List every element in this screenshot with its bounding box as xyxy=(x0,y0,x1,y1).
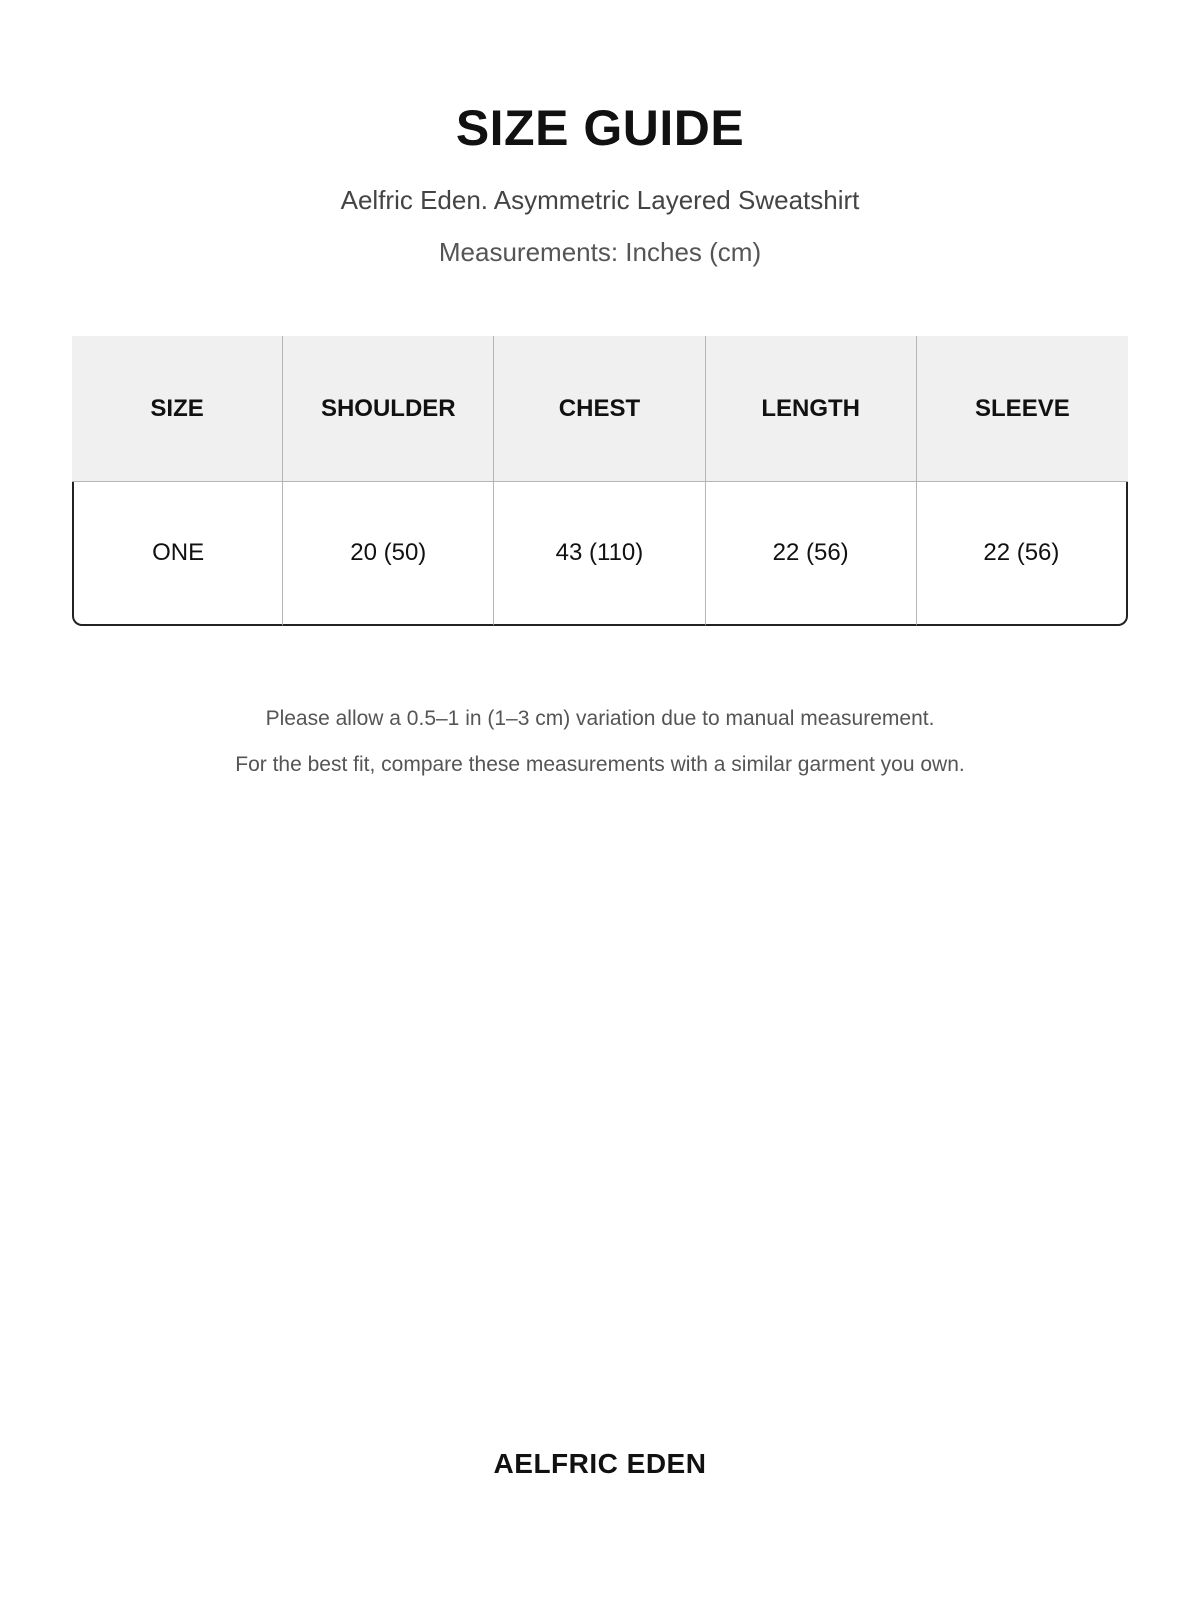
cell-size: ONE xyxy=(72,482,283,626)
brand-footer: AELFRIC EDEN xyxy=(493,1448,707,1479)
fit-note: For the best fit, compare these measurements with a similar garment you own. xyxy=(235,753,965,776)
size-table xyxy=(72,336,1128,626)
cell-chest: 43 (110) xyxy=(494,482,705,626)
page-title: SIZE GUIDE xyxy=(455,100,745,156)
column-header-length: LENGTH xyxy=(706,336,917,482)
column-header-size: SIZE xyxy=(72,336,283,482)
product-name: Aelfric Eden. Asymmetric Layered Sweatshirt xyxy=(340,185,860,215)
cell-length: 22 (56) xyxy=(706,482,917,626)
column-header-sleeve: SLEEVE xyxy=(917,336,1128,482)
table-header-row xyxy=(72,336,1128,482)
variation-note: Please allow a 0.5–1 in (1–3 cm) variation due to manual measurement. xyxy=(265,707,935,730)
cell-shoulder: 20 (50) xyxy=(283,482,494,626)
column-header-shoulder: SHOULDER xyxy=(283,336,494,482)
size-table-container xyxy=(72,336,1128,626)
column-header-chest: CHEST xyxy=(494,336,705,482)
measurement-units: Measurements: Inches (cm) xyxy=(438,237,762,267)
table-row xyxy=(72,482,1128,626)
cell-sleeve: 22 (56) xyxy=(917,482,1128,626)
